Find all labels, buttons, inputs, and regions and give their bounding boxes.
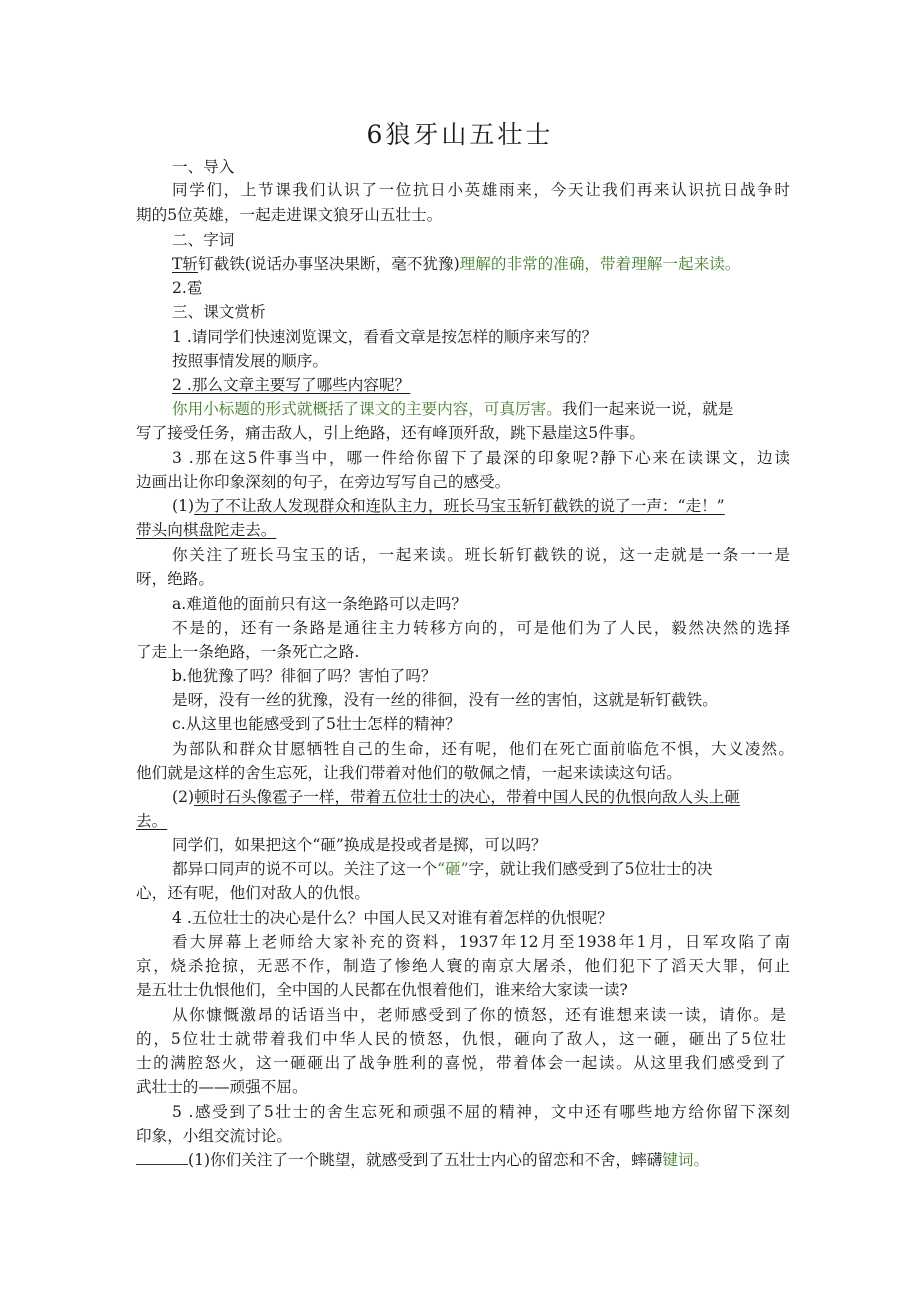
paragraph-line: 士的满腔怒火，这一砸砸出了战争胜利的喜悦，带着体会一起读。从这里我们感受到了 <box>136 1054 786 1072</box>
answer-text: 我们一起来说一说，就是 <box>561 400 734 418</box>
question: 5 .感受到了5壮士的舍生忘死和顽强不屈的精神，文中还有哪些地方给你留下深刻 <box>172 1103 790 1121</box>
answer-line: 为部队和群众甘愿牺牲自己的生命，还有呢，他们在死亡面前临危不惧，大义凌然。 <box>172 740 794 758</box>
teacher-comment: 理解的非常的准确，带着理解一起来读。 <box>459 255 741 273</box>
paragraph-text: 都异口同声的说不可以。关注了这一个 <box>172 860 438 878</box>
quoted-sentence <box>172 786 740 808</box>
paragraph-line <box>172 858 712 880</box>
answer-line: 是呀，没有一丝的犹豫，没有一丝的徘徊，没有一丝的害怕，这就是斩钉截铁。 <box>172 691 718 709</box>
last-line <box>136 1149 709 1171</box>
question: 4 .五位壮士的决心是什么？中国人民又对谁有着怎样的仇恨呢？ <box>172 909 613 927</box>
paragraph-text: (1)你们关注了一个眺望，就感受到了五壮士内心的留恋和不舍，蟀礴 <box>188 1151 663 1169</box>
quoted-sentence <box>172 495 725 517</box>
answer: 按照事情发展的顺序。 <box>172 352 328 370</box>
paragraph-line: 京，烧杀抢掠，无恶不作，制造了惨绝人寰的南京大屠杀，他们犯下了滔天大罪，何止 <box>136 957 790 975</box>
paragraph-line: 同学们，如果把这个“砸”换成是投或者是掷，可以吗？ <box>172 836 547 854</box>
answer-line: 写了接受任务，痛击敌人，引上绝路，还有峰顶歼敌，跳下悬崖这5件事。 <box>136 424 645 442</box>
paragraph-line: 是五壮士仇恨他们，全中国的人民都在仇恨着他们，谁来给大家读一读? <box>136 981 628 999</box>
question: a.难道他的面前只有这一条绝路可以走吗？ <box>172 595 467 613</box>
underlined-sentence: 带头向棋盘陀走去。 <box>136 521 277 539</box>
paragraph-line: 心，还有呢，他们对敌人的仇恨。 <box>136 884 370 902</box>
blank-line <box>136 1149 188 1165</box>
answer-line: 不是的，还有一条路是通往主力转移方向的，可是他们为了人民，毅然决然的选择 <box>172 619 790 637</box>
answer-line: 了走上一条绝路，一条死亡之路. <box>136 643 360 661</box>
answer-line: 他们就是这样的舍生忘死，让我们带着对他们的敬佩之情，一起来读读这句话。 <box>136 764 682 782</box>
paragraph-line: 你关注了班长马宝玉的话，一起来读。班长斩钉截铁的说，这一走就是一条一一是 <box>172 546 790 564</box>
highlighted-word: “砸” <box>437 860 469 878</box>
teacher-comment: 你用小标题的形式就概括了课文的主要内容，可真厉害。 <box>172 400 562 418</box>
paragraph-line: 武壮士的——顽强不屈。 <box>136 1078 308 1096</box>
question: 2 .那么文章主要写了哪些内容呢？ <box>172 376 411 394</box>
paragraph-line: 呀，绝路。 <box>136 570 214 588</box>
answer-line <box>172 398 733 420</box>
question: 3 .那在这5件事当中，哪一件给你留下了最深的印象呢?静下心来在读课文，边读 <box>172 449 790 467</box>
teacher-comment: 键词。 <box>662 1151 710 1169</box>
paragraph-line: 看大屏幕上老师给大家补充的资料，1937年12月至1938年1月，日军攻陷了南 <box>172 933 790 951</box>
paragraph-line: 的，5位壮士就带着我们中华人民的愤怒，仇恨，砸向了敌人，这一砸，砸出了5位壮 <box>136 1030 786 1048</box>
question: 1 .请同学们快速浏览课文，看看文章是按怎样的顺序来写的？ <box>172 328 598 346</box>
sentence-label: (2) <box>172 788 195 806</box>
vocab-item <box>172 253 740 275</box>
sentence-label: (1) <box>172 497 195 515</box>
question: b.他犹豫了吗？徘徊了吗？害怕了吗？ <box>172 667 437 685</box>
section-heading-words: 二、字词 <box>172 231 235 249</box>
question: 边画出让你印象深刻的句子，在旁边写写自己的感受。 <box>136 473 511 491</box>
question: 印象，小组交流讨论。 <box>136 1127 292 1145</box>
vocab-item: 2.雹 <box>172 279 203 297</box>
underlined-sentence: 顿时石头像雹子一样，带着五位壮士的决心，带着中国人民的仇恨向敌人头上砸 <box>194 788 740 806</box>
paragraph-line: 期的5位英雄，一起走进课文狼牙山五壮士。 <box>136 206 443 224</box>
question: c.从这里也能感受到了5壮士怎样的精神？ <box>172 715 461 733</box>
vocab-marker: T斩 <box>172 255 198 273</box>
paragraph-line: 同学们，上节课我们认识了一位抗日小英雄雨来，今天让我们再来认识抗日战争时 <box>172 181 790 199</box>
vocab-definition: 钉截铁(说话办事坚决果断，毫不犹豫) <box>198 255 460 273</box>
paragraph-line: 从你慷慨激昂的话语当中，老师感受到了你的愤怒，还有谁想来读一读，请你。是 <box>172 1006 786 1024</box>
page-title: 6狼牙山五壮士 <box>366 120 554 149</box>
section-heading-analysis: 三、课文赏析 <box>172 303 266 321</box>
paragraph-text: 字，就让我们感受到了5位壮士的决 <box>468 860 713 878</box>
section-heading-intro: 一、导入 <box>172 158 235 176</box>
underlined-sentence: 为了不让敌人发现群众和连队主力，班长马宝玉斩钉截铁的说了一声：“走！” <box>194 497 725 515</box>
underlined-sentence: 去。 <box>136 812 168 830</box>
